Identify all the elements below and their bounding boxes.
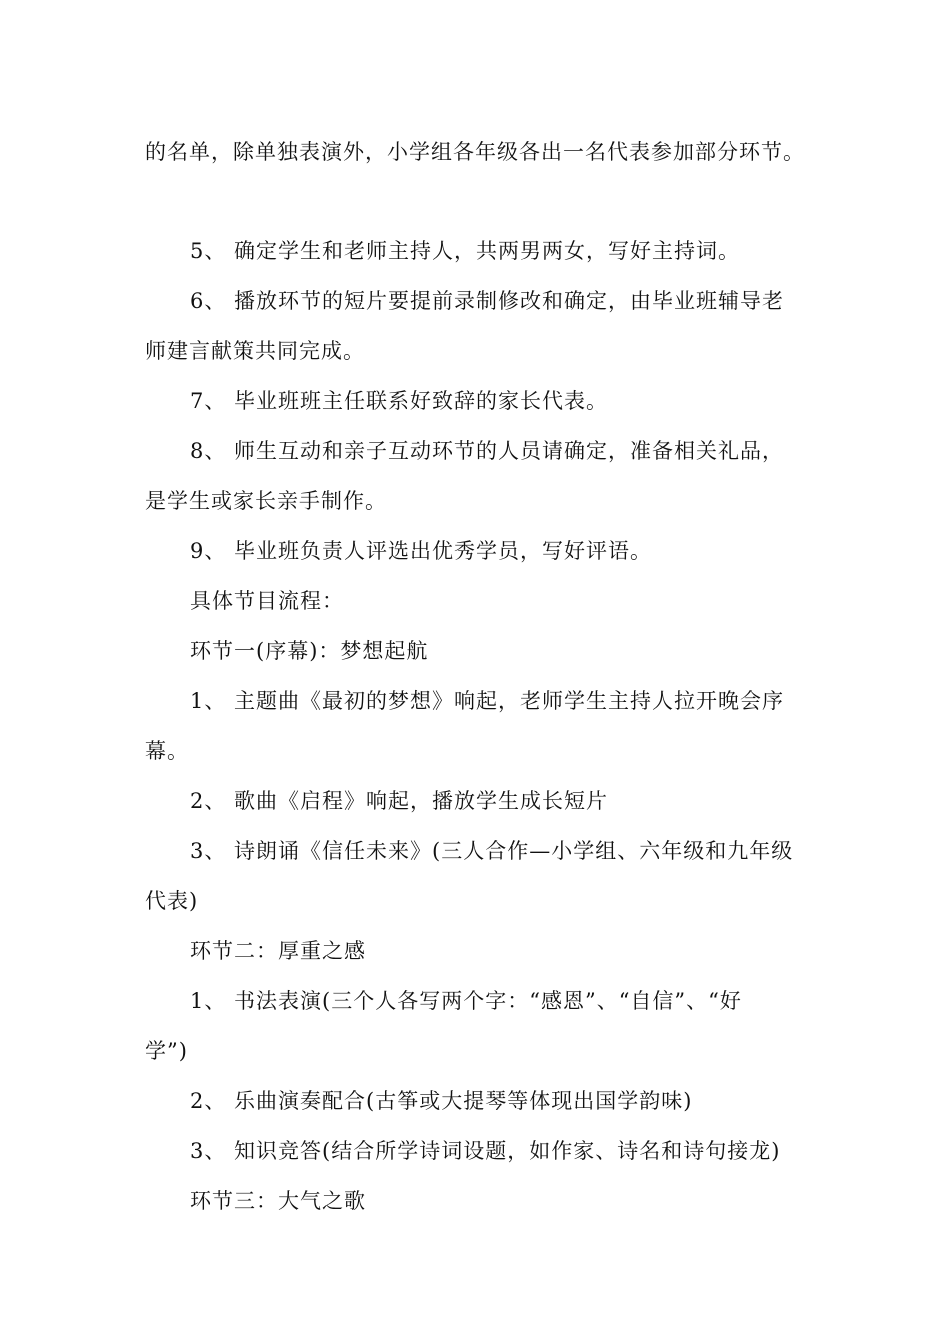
- segment-1-heading: 环节一(序幕)：梦想起航: [190, 639, 429, 663]
- list-item-8: 8、 师生互动和亲子互动环节的人员请确定，准备相关礼品，: [190, 439, 785, 463]
- segment-2-item-1: 1、 书法表演(三个人各写两个字：“感恩”、“自信”、“好: [190, 989, 742, 1013]
- segment-3-heading: 环节三：大气之歌: [190, 1189, 366, 1213]
- list-item-6-continuation: 师建言献策共同完成。: [145, 339, 365, 363]
- segment-2-item-1-continuation: 学”): [145, 1039, 188, 1063]
- segment-1-item-3: 3、 诗朗诵《信任未来》(三人合作—小学组、六年级和九年级: [190, 839, 794, 863]
- list-item-5: 5、 确定学生和老师主持人，共两男两女，写好主持词。: [190, 239, 741, 263]
- section-heading-program-flow: 具体节目流程：: [190, 589, 344, 613]
- paragraph-continuation: 的名单，除单独表演外，小学组各年级各出一名代表参加部分环节。: [145, 140, 805, 164]
- segment-2-heading: 环节二：厚重之感: [190, 939, 366, 963]
- segment-1-item-1: 1、 主题曲《最初的梦想》响起，老师学生主持人拉开晚会序: [190, 689, 785, 713]
- list-item-9: 9、 毕业班负责人评选出优秀学员，写好评语。: [190, 539, 653, 563]
- segment-1-item-2: 2、 歌曲《启程》响起，播放学生成长短片: [190, 789, 609, 813]
- segment-1-item-3-continuation: 代表): [145, 889, 199, 913]
- segment-2-item-2: 2、 乐曲演奏配合(古筝或大提琴等体现出国学韵味): [190, 1089, 693, 1113]
- list-item-6: 6、 播放环节的短片要提前录制修改和确定，由毕业班辅导老: [190, 289, 785, 313]
- list-item-8-continuation: 是学生或家长亲手制作。: [145, 489, 387, 513]
- segment-2-item-3: 3、 知识竞答(结合所学诗词设题，如作家、诗名和诗句接龙): [190, 1139, 781, 1163]
- list-item-7: 7、 毕业班班主任联系好致辞的家长代表。: [190, 389, 609, 413]
- segment-1-item-1-continuation: 幕。: [145, 739, 189, 763]
